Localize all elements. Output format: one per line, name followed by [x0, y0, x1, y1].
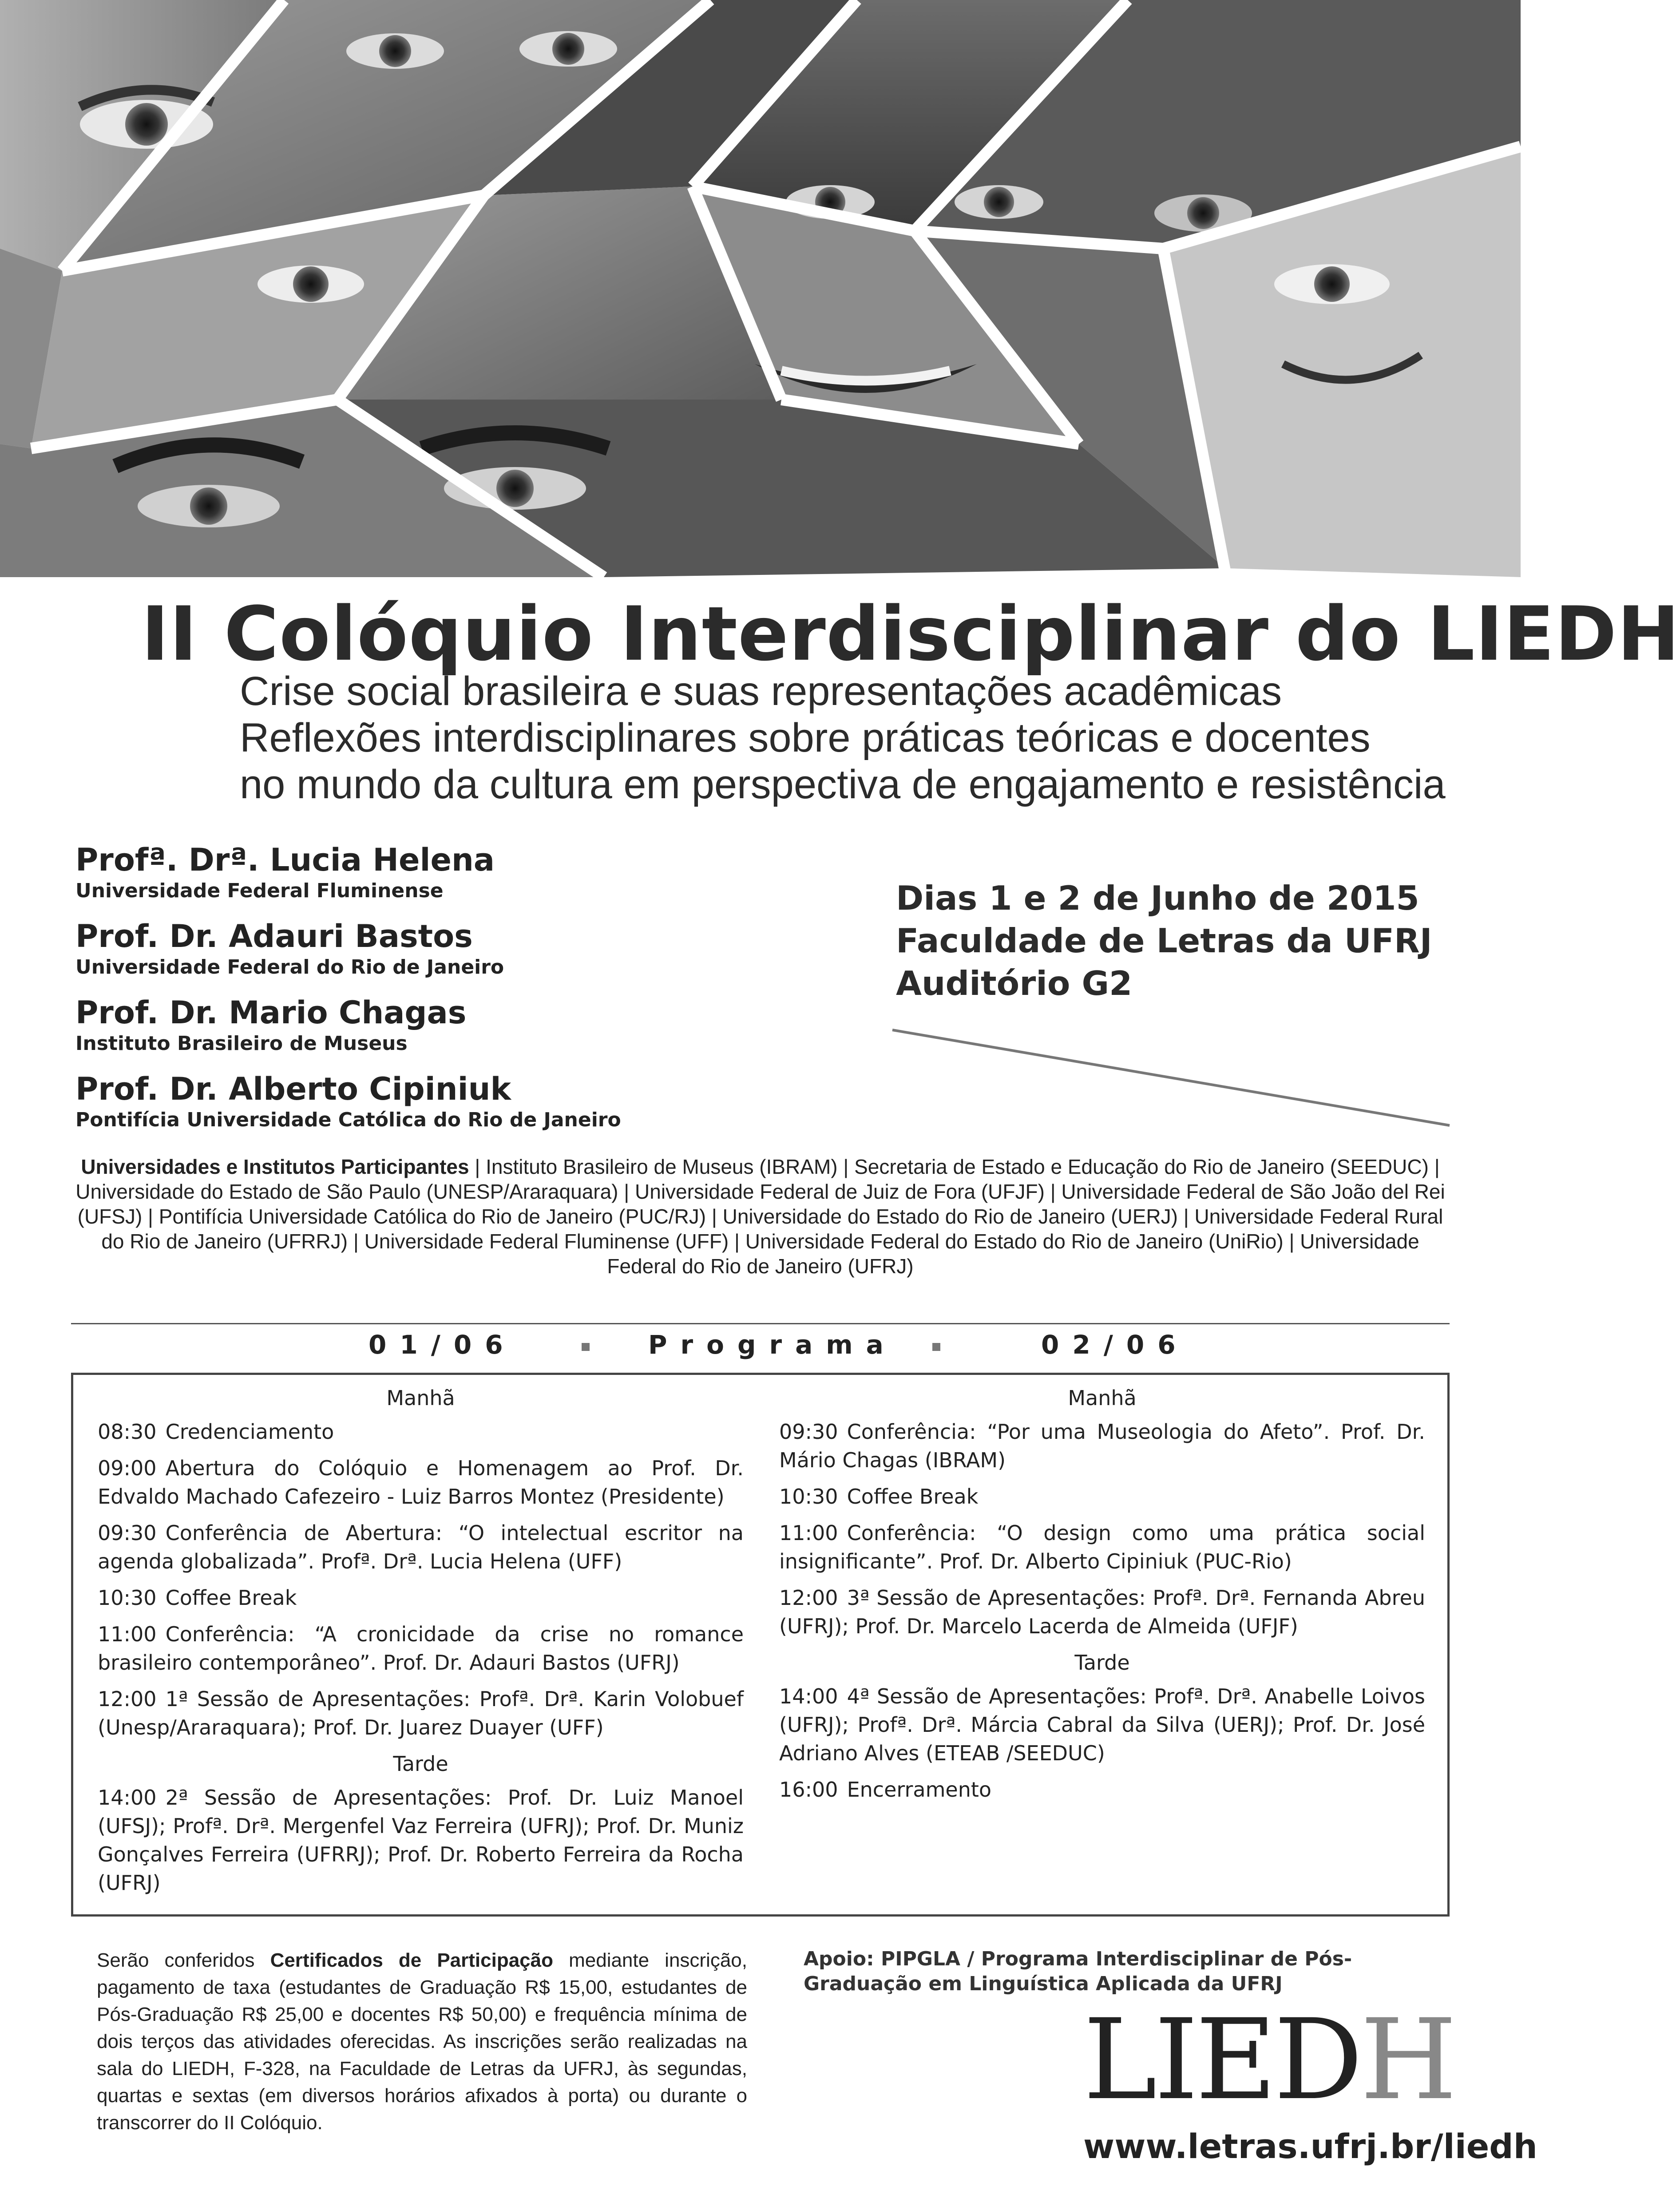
participating-institutions: [71, 1154, 1450, 1279]
page-title: II Colóquio Interdisciplinar do LIEDH: [141, 590, 1680, 677]
speaker-name: Prof. Dr. Alberto Cipiniuk: [75, 1071, 511, 1107]
period-heading: Manhã: [1068, 1386, 1137, 1410]
logo-text: LIED: [1083, 1995, 1360, 2124]
schedule-text: Abertura do Colóquio e Homenagem ao Prof. Dr. Edvaldo Machado Cafezeiro - Luiz Barros Montez (Presidente): [98, 1456, 744, 1509]
schedule-time: 14:00: [98, 1786, 157, 1810]
certificates-highlight: Certificados de Participação: [270, 1949, 554, 1971]
liedh-logo: [1083, 1995, 1454, 2124]
schedule-text: Coffee Break: [847, 1485, 979, 1509]
schedule-item: [98, 1783, 744, 1897]
day1-schedule: [98, 1384, 744, 1905]
period-heading: Tarde: [393, 1752, 448, 1776]
website-link[interactable]: www.letras.ufrj.br/liedh: [1083, 2127, 1537, 2166]
event-venue: Faculdade de Letras da UFRJ: [896, 921, 1432, 960]
period-heading: Manhã: [386, 1386, 455, 1410]
speaker-institution: Pontifícia Universidade Católica do Rio de Janeiro: [75, 1109, 621, 1131]
institutions-list: | Instituto Brasileiro de Museus (IBRAM) | Secretaria de Estado e Educação do Rio de Janeiro (SEEDUC) | Universidade do Estado de São Paulo (UNESP/Araraquara) | Universidade Federal de Juiz de Fora (UFJF) | Universidade Federal de São João del Rei (UFSJ) | Pontifícia Universidade Católica do Rio de Janeiro (PUC/RJ) | Universidade do Estado do Rio de Janeiro (UERJ) | Universidade Federal Rural do Rio de Janeiro (UFRRJ) | Universidade Federal Fluminense (UFF) | Universidade Federal do Estado do Rio de Janeiro (UniRio) | Universidade Federal do Rio de Janeiro (UFRJ): [75, 1155, 1445, 1278]
schedule-text: Encerramento: [847, 1778, 992, 1802]
schedule-text: Coffee Break: [165, 1586, 297, 1610]
program-header: [71, 1330, 1450, 1361]
subtitle-line: Reflexões interdisciplinares sobre práticas teóricas e docentes: [240, 715, 1371, 760]
schedule-time: 09:30: [98, 1521, 157, 1545]
schedule-item: [98, 1519, 744, 1576]
schedule-item: [779, 1482, 1425, 1511]
day2-schedule: [779, 1384, 1425, 1812]
event-dates: Dias 1 e 2 de Junho de 2015: [896, 879, 1419, 918]
bullet-icon: [932, 1343, 940, 1351]
speaker-institution: Universidade Federal do Rio de Janeiro: [75, 956, 504, 978]
schedule-text: Conferência de Abertura: “O intelectual escritor na agenda globalizada”. Profª. Drª. Lucia Helena (UFF): [98, 1521, 744, 1573]
schedule-item: [98, 1620, 744, 1677]
schedule-item: [779, 1584, 1425, 1640]
schedule-item: [98, 1584, 744, 1612]
schedule-item: [98, 1418, 744, 1446]
schedule-time: 14:00: [779, 1684, 838, 1708]
program-schedule: [71, 1373, 1450, 1917]
certificates-notice: [97, 1947, 747, 2136]
subtitle-line: Crise social brasileira e suas representações acadêmicas: [240, 669, 1282, 714]
logo-text-last: H: [1360, 1995, 1454, 2124]
schedule-item: [779, 1775, 1425, 1804]
program-day2: 02/06: [1041, 1330, 1189, 1360]
certificates-text-rest: mediante inscrição, pagamento de taxa (estudantes de Graduação R$ 15,00, estudantes de Pós-Graduação R$ 25,00 e docentes R$ 50,00) e frequência mínima de dois terços das atividades oferecidas. As inscrições serão realizadas na sala do LIEDH, F-328, na Faculdade de Letras da UFRJ, às segundas, quartas e sextas (em diversos horários afixados à porta) ou durante o transcorrer do II Colóquio.: [97, 1949, 748, 2134]
speaker-name: Prof. Dr. Adauri Bastos: [75, 918, 473, 954]
event-room: Auditório G2: [896, 964, 1133, 1003]
decorative-diagonal-line: [0, 0, 1521, 1154]
schedule-text: Conferência: “A cronicidade da crise no romance brasileiro contemporâneo”. Prof. Dr. Adauri Bastos (UFRJ): [98, 1622, 744, 1675]
schedule-time: 09:30: [779, 1420, 838, 1444]
schedule-item: [98, 1685, 744, 1742]
schedule-item: [779, 1418, 1425, 1474]
certificates-text-start: Serão conferidos: [97, 1949, 255, 1971]
schedule-text: Conferência: “Por uma Museologia do Afeto”. Prof. Dr. Mário Chagas (IBRAM): [779, 1420, 1425, 1472]
schedule-time: 11:00: [98, 1622, 157, 1646]
program-day1: 01/06: [368, 1330, 516, 1360]
schedule-text: Credenciamento: [165, 1420, 334, 1444]
schedule-time: 12:00: [779, 1586, 838, 1610]
schedule-item: [779, 1519, 1425, 1576]
speaker-institution: Instituto Brasileiro de Museus: [75, 1032, 408, 1055]
schedule-item: [779, 1682, 1425, 1767]
schedule-item: [98, 1454, 744, 1511]
period-heading: Tarde: [1074, 1651, 1130, 1675]
speaker-name: Prof. Dr. Mario Chagas: [75, 994, 467, 1031]
schedule-text: 2ª Sessão de Apresentações: Prof. Dr. Luiz Manoel (UFSJ); Profª. Drª. Mergenfel Vaz Ferreira (UFRJ); Prof. Dr. Muniz Gonçalves Ferreira (UFRRJ); Prof. Dr. Roberto Ferreira da Rocha (UFRJ): [98, 1786, 744, 1895]
institutions-label: Universidades e Institutos Participantes: [81, 1155, 469, 1178]
bullet-icon: [582, 1343, 590, 1351]
subtitle-line: no mundo da cultura em perspectiva de engajamento e resistência: [240, 762, 1446, 807]
schedule-text: Conferência: “O design como uma prática social insignificante”. Prof. Dr. Alberto Cipiniuk (PUC-Rio): [779, 1521, 1425, 1573]
schedule-text: 1ª Sessão de Apresentações: Profª. Drª. Karin Volobuef (Unesp/Araraquara); Prof. Dr. Juarez Duayer (UFF): [98, 1687, 744, 1739]
schedule-text: 3ª Sessão de Apresentações: Profª. Drª. Fernanda Abreu (UFRJ); Prof. Dr. Marcelo Lacerda de Almeida (UFJF): [779, 1586, 1425, 1638]
speaker-institution: Universidade Federal Fluminense: [75, 879, 444, 902]
schedule-text: 4ª Sessão de Apresentações: Profª. Drª. Anabelle Loivos (UFRJ); Profª. Drª. Márcia Cabral da Silva (UERJ); Prof. Dr. José Adriano Alves (ETEAB /SEEDUC): [779, 1684, 1425, 1765]
program-label: Programa: [648, 1330, 897, 1360]
speaker-name: Profª. Drª. Lucia Helena: [75, 842, 495, 878]
schedule-time: 10:30: [779, 1485, 838, 1509]
schedule-time: 09:00: [98, 1456, 157, 1480]
program-divider: [71, 1323, 1450, 1324]
support-credit: Apoio: PIPGLA / Programa Interdisciplinar de Pós-Graduação em Linguística Aplicada da UFRJ: [804, 1948, 1352, 1995]
schedule-time: 11:00: [779, 1521, 838, 1545]
schedule-time: 10:30: [98, 1586, 157, 1610]
schedule-time: 08:30: [98, 1420, 157, 1444]
schedule-time: 16:00: [779, 1778, 838, 1802]
schedule-time: 12:00: [98, 1687, 157, 1711]
